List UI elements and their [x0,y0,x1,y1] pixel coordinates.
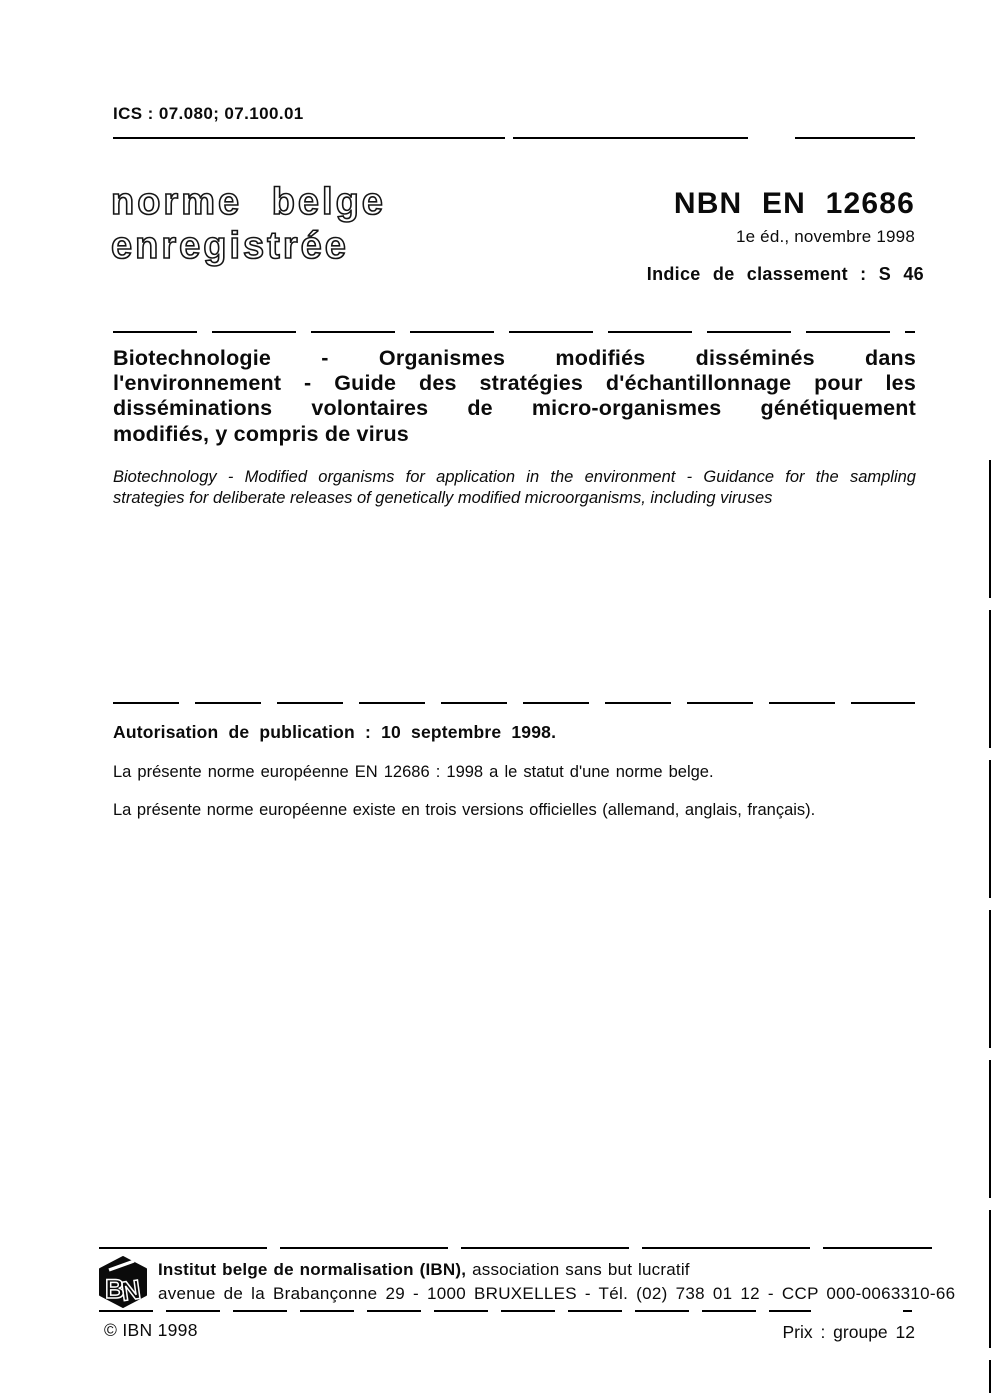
title-fr-line: disséminations volontaires de micro-organismes génétiquement [113,396,916,421]
versions-line: La présente norme européenne existe en trois versions officielles (allemand, anglais, français). [113,801,816,819]
stamp-line-2: enregistrée [111,225,349,267]
title-fr-line: modifiés, y compris de virus [113,421,409,446]
authorization-line: Autorisation de publication : 10 septembre 1998. [113,722,557,742]
classification-index: Indice de classement : S 46 [646,264,924,284]
top-horizontal-rule [113,137,915,140]
title-english [113,467,916,509]
rule-segment [113,137,505,139]
footer-top-rule [99,1247,932,1249]
page-edge-scan-line [989,460,991,1393]
address-line: avenue de la Brabançonne 29 - 1000 BRUXELLES - Tél. (02) 738 01 12 - CCP 000-0063310-66 [158,1284,956,1303]
copyright-notice: © IBN 1998 [104,1320,198,1340]
rule-segment [513,137,748,139]
price-group: Prix : groupe 12 [782,1322,915,1342]
title-fr-line: Biotechnologie - Organismes modifiés disséminés dans [113,346,916,370]
institute-line [158,1260,690,1280]
footer-rule-dot [903,1310,912,1312]
standard-code: NBN EN 12686 [673,187,915,220]
status-line: La présente norme européenne EN 12686 : 1998 a le statut d'une norme belge. [113,763,714,781]
title-top-rule [113,331,915,333]
stamp-line-1: norme belge [111,181,386,223]
registration-stamp [111,180,386,268]
title-fr-line: l'environnement - Guide des stratégies d'échantillonnage pour les [113,371,916,396]
title-en-line: Biotechnology - Modified organisms for application in the environment - Guidance for the sampling [113,468,916,486]
ibn-cube-logo-icon [98,1256,148,1308]
title-french [113,346,916,447]
institute-description: association sans but lucratif [466,1260,690,1279]
title-en-line: strategies for deliberate releases of genetically modified microorganisms, including viruses [113,489,773,507]
rule-segment [795,137,915,139]
publication-top-rule [113,702,915,704]
svg-text:B: B [105,1274,125,1304]
ics-code: ICS : 07.080; 07.100.01 [113,104,304,123]
footer-bottom-rule [99,1310,811,1312]
institute-name: Institut belge de normalisation (IBN), [158,1260,467,1279]
svg-text:N: N [119,1274,143,1307]
standard-edition: 1e éd., novembre 1998 [735,227,915,246]
